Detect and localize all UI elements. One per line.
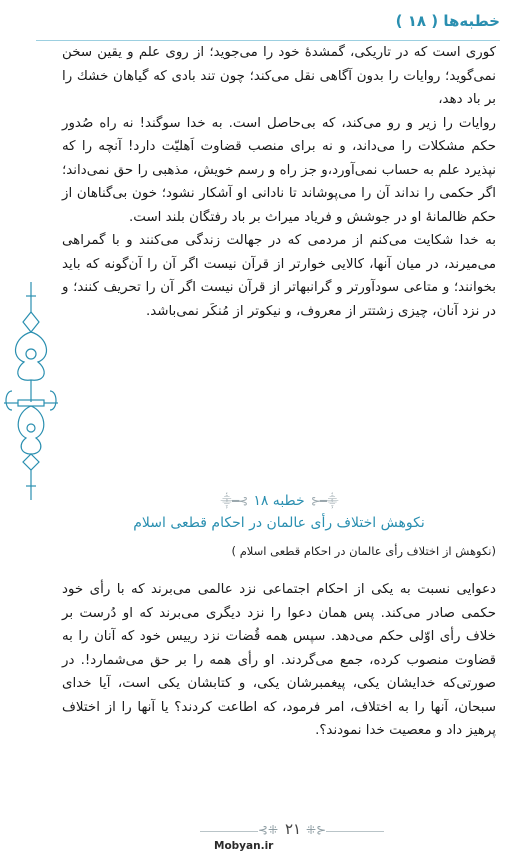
site-watermark: Mobyan.ir	[214, 840, 274, 852]
text-block-bottom	[62, 578, 496, 743]
flourish-right-icon: ⊱━⸎	[220, 494, 248, 508]
paragraph: کوری است که در تاریکی، گمشدهٔ خود را می‌جوید؛ از روی علم و یقین سخن نمی‌گوید؛ روایات را بدون آگاهی نقل می‌کند؛ چون تند بادی که گیاهان خشك را بر باد دهد،	[62, 45, 496, 107]
sermon-heading	[62, 490, 496, 534]
footer-flourish-right-icon: ⁜⊱	[306, 823, 327, 837]
page-footer	[0, 818, 520, 852]
sermon-subtitle: (نکوهش از اختلاف رأی عالمان در احکام قطعی اسلام )	[231, 544, 496, 558]
footer-flourish-left-icon: ⊰⁜	[258, 823, 279, 837]
sermon-title: نکوهش اختلاف رأی عالمان در احکام قطعی اسلام	[133, 515, 425, 531]
paragraph: دعوایی نسبت به یکی از احکام اجتماعی نزد عالمی می‌برند که با رأی خود حکمی صادر می‌کند. پس همان دعوا را نزد دیگری می‌برند که او دُرست بر خلاف رأی اوّلی حکم می‌دهد. سپس همه قُضات نزد رییس خود که آنان را به قضاوت منصوب کرده، جمع می‌گردند. او رأی همه را بر حق می‌شمارد!. در صورتی‌که خدایشان یکی، پیغمبرشان یکی، و کتابشان یکی است، آیا خدای سبحان، آنها را به اختلاف، امر فرمود، که اطاعت کردند؟ یا آنها را از اختلاف پرهیز داد و معصیت خدا نمودند؟.	[62, 582, 496, 738]
paragraph: روایات را زیر و رو می‌کند، که بی‌حاصل است. به خدا سوگند! نه راه صُدور حکم مشکلات را می‌داند، و نه برای منصب قضاوت اَهلیّت دارد! آنچه را که نپذیرد علم به حساب نمی‌آورد،و جز راه و رسم خویش، مذهبی را حق نمی‌داند؛ اگر حکمی را نداند آن را می‌پوشاند تا نادانی او آشکار نشود؛ خون بی‌گناهان از حکم ظالمانهٔ او در جوشش و فریاد میراث بر باد رفتگان بلند است.	[62, 115, 496, 225]
page-number: ۲۱	[285, 820, 302, 838]
footer-rule-right	[326, 831, 384, 832]
running-title: خطبه‌ها ( ۱۸ )	[395, 12, 500, 30]
margin-ornament-icon	[4, 282, 58, 500]
text-block-top	[62, 41, 496, 323]
flourish-left-icon: ⸎━⊰	[310, 494, 338, 508]
paragraph: به خدا شکایت می‌کنم از مردمی که در جهالت زندگی می‌کنند و با گمراهی می‌میرند، در میان آنها، کالایی خوارتر از قرآن نیست اگر آن را آن‌گونه که باید بخوانند؛ و متاعی سودآورتر و گرانبهاتر از قرآن نیست اگر آن را تحریف کنند؛ و در نزد آنان، چیزی زشتتر از معروف، و نیکوتر از مُنکَر نمی‌باشد.	[62, 233, 496, 319]
footer-rule-left	[200, 831, 258, 832]
sermon-number: خطبه ۱۸	[253, 493, 305, 509]
page-header	[0, 8, 520, 36]
